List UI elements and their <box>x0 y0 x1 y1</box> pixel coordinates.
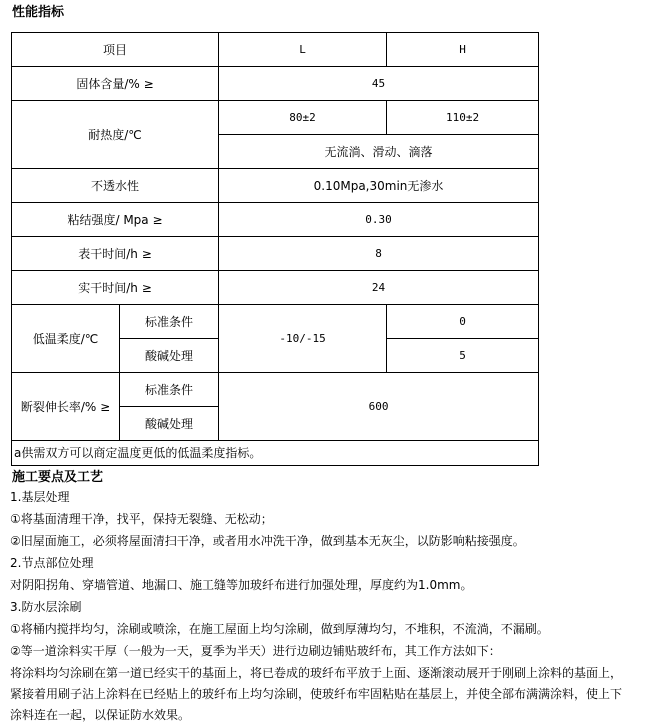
elongation-value: 600 <box>219 373 539 441</box>
paragraph: 涂料连在一起，以保证防水效果。 <box>10 708 191 722</box>
table-note: a供需双方可以商定温度更低的低温柔度指标。 <box>12 441 539 466</box>
row-label: 不透水性 <box>12 169 219 203</box>
row-value: 8 <box>219 237 539 271</box>
row-label: 粘结强度/ Mpa ≥ <box>12 203 219 237</box>
row-value: 24 <box>219 271 539 305</box>
table-note-row <box>12 441 539 466</box>
table-row-elongation-standard <box>12 373 539 407</box>
paragraph: ①将基面清理干净，找平，保持无裂缝、无松动； <box>10 512 273 526</box>
row-label: 低温柔度/℃ <box>12 305 120 373</box>
paragraph: ②旧屋面施工，必须将屋面清扫干净，或者用水冲洗干净，做到基本无灰尘，以防影响粘接强度。 <box>10 534 525 548</box>
heat-h-value: 110±2 <box>387 101 539 135</box>
row-value: 0.30 <box>219 203 539 237</box>
row-label: 断裂伸长率/% ≥ <box>12 373 120 441</box>
elongation-acid-label: 酸碱处理 <box>120 407 219 441</box>
row-label: 实干时间/h ≥ <box>12 271 219 305</box>
construction-title: 施工要点及工艺 <box>12 470 104 485</box>
low-temp-h-standard: 0 <box>387 305 539 339</box>
row-label: 耐热度/℃ <box>12 101 219 169</box>
header-l: L <box>219 33 387 67</box>
row-value: 0.10Mpa,30min无渗水 <box>219 169 539 203</box>
low-temp-standard-label: 标准条件 <box>120 305 219 339</box>
table-header-row <box>12 33 539 67</box>
paragraph: 将涂料均匀涂刷在第一道已经实干的基面上，将已卷成的玻纤布平放于上面、逐渐滚动展开于刚刷上涂料的基面上， <box>10 666 623 680</box>
paragraph: 2.节点部位处理 <box>10 556 94 570</box>
row-label: 表干时间/h ≥ <box>12 237 219 271</box>
row-value: 45 <box>219 67 539 101</box>
row-label: 固体含量/% ≥ <box>12 67 219 101</box>
paragraph: 紧接着用刷子沾上涂料在已经贴上的玻纤布上均匀涂刷，使玻纤布牢固粘贴在基层上，并使全部布满满涂料，使上下 <box>10 687 623 701</box>
header-h: H <box>387 33 539 67</box>
paragraph: ②等一道涂料实干厚（一般为一天，夏季为半天）进行边刷边铺贴玻纤布，其工作方法如下： <box>10 644 501 658</box>
table-row-bond-strength <box>12 203 539 237</box>
paragraph: 对阴阳拐角、穿墙管道、地漏口、施工缝等加玻纤布进行加强处理，厚度约为1.0mm。 <box>10 578 473 592</box>
table-row-impermeability <box>12 169 539 203</box>
paragraph: 1.基层处理 <box>10 490 70 504</box>
paragraph: 3.防水层涂刷 <box>10 600 82 614</box>
low-temp-h-acid: 5 <box>387 339 539 373</box>
table-row-surface-dry <box>12 237 539 271</box>
performance-title: 性能指标 <box>12 5 65 20</box>
elongation-standard-label: 标准条件 <box>120 373 219 407</box>
performance-table <box>11 32 539 466</box>
low-temp-acid-label: 酸碱处理 <box>120 339 219 373</box>
header-item: 项目 <box>12 33 219 67</box>
heat-desc: 无流淌、滑动、滴落 <box>219 135 539 169</box>
table-row-heat-resistance <box>12 101 539 135</box>
table-row-solid-content <box>12 67 539 101</box>
table-row-low-temp-standard <box>12 305 539 339</box>
heat-l-value: 80±2 <box>219 101 387 135</box>
table-row-hard-dry <box>12 271 539 305</box>
low-temp-l-value: -10/-15 <box>219 305 387 373</box>
paragraph: ①将桶内搅拌均匀，涂刷或喷涂，在施工屋面上均匀涂刷，做到厚薄均匀，不堆积，不流淌，不漏刷。 <box>10 622 549 636</box>
